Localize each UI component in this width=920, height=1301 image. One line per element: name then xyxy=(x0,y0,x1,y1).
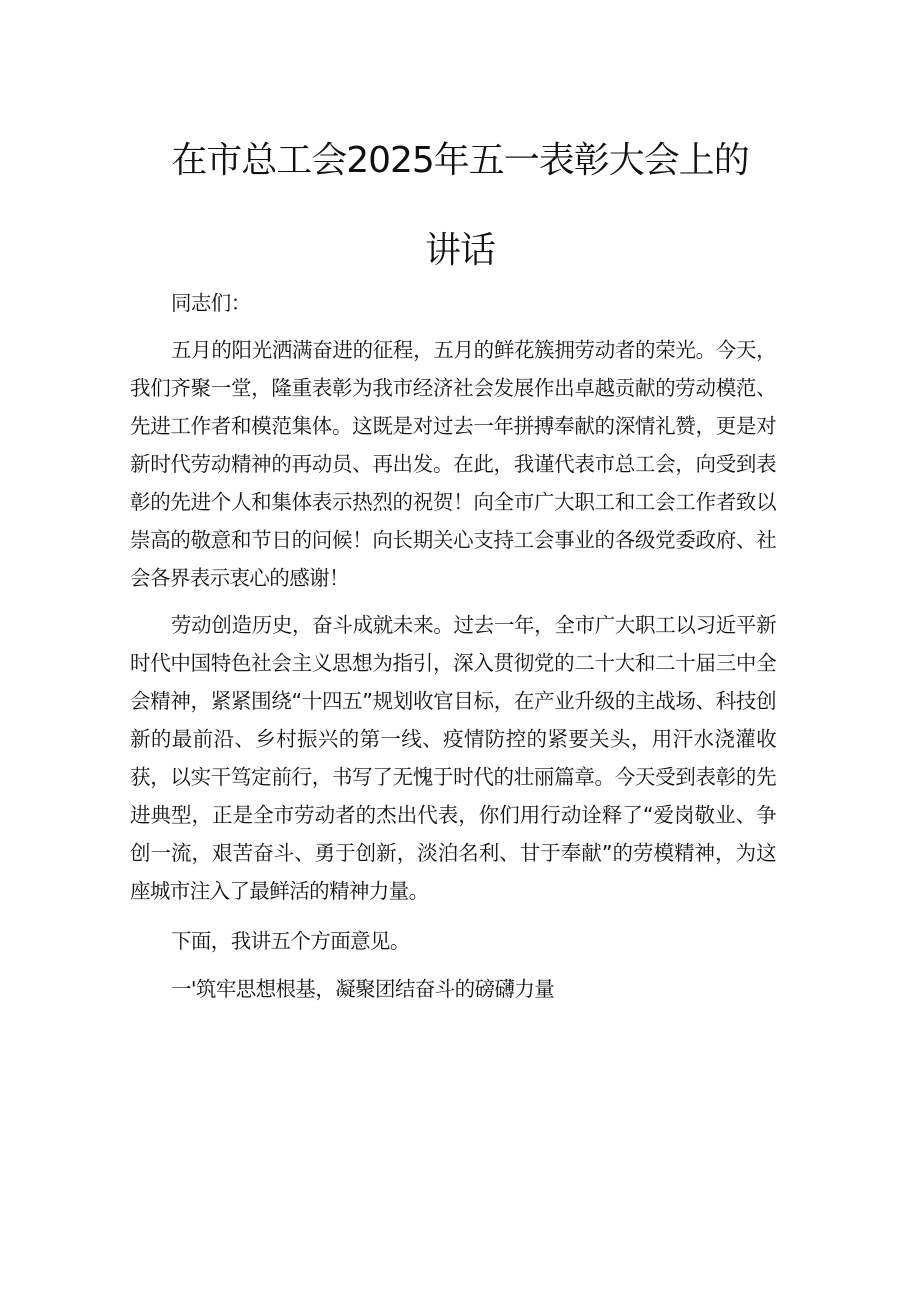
document-title-line-1: 在市总工会2025年五一表彰大会上的 xyxy=(171,140,749,181)
section-heading-1: 一'筑牢思想根基，凝聚团结奋斗的磅礴力量 xyxy=(171,977,555,1001)
document-body xyxy=(130,284,776,1017)
paragraph-opening: 五月的阳光洒满奋进的征程，五月的鲜花簇拥劳动者的荣光。今天，我们齐聚一堂，隆重表彰为我市经济社会发展作出卓越贡献的劳动模范、先进工作者和模范集体。这既是对过去一年拼搏奉献的深情礼赞，更是对新时代劳动精神的再动员、再出发。在此，我谨代表市总工会，向受到表彰的先进个人和集体表示热烈的祝贺！向全市广大职工和工会工作者致以崇高的敬意和节日的问候！向长期关心支持工会事业的各级党委政府、社会各界表示衷心的感谢！ xyxy=(130,338,776,590)
paragraph-review: 劳动创造历史，奋斗成就未来。过去一年，全市广大职工以习近平新时代中国特色社会主义思想为指引，深入贯彻党的二十大和二十届三中全会精神，紧紧围绕“十四五”规划收官目标，在产业升级的主战场、科技创新的最前沿、乡村振兴的第一线、疫情防控的紧要关头，用汗水浇灌收获，以实干笃定前行，书写了无愧于时代的壮丽篇章。今天受到表彰的先进典型，正是全市劳动者的杰出代表，你们用行动诠释了“爱岗敬业、争创一流，艰苦奋斗、勇于创新，淡泊名利、甘于奉献”的劳模精神，为这座城市注入了最鲜活的精神力量。 xyxy=(130,613,776,903)
paragraph-outline: 下面，我讲五个方面意见。 xyxy=(171,929,410,953)
document-title-line-2: 讲话 xyxy=(424,230,495,271)
salutation: 同志们： xyxy=(171,291,251,315)
